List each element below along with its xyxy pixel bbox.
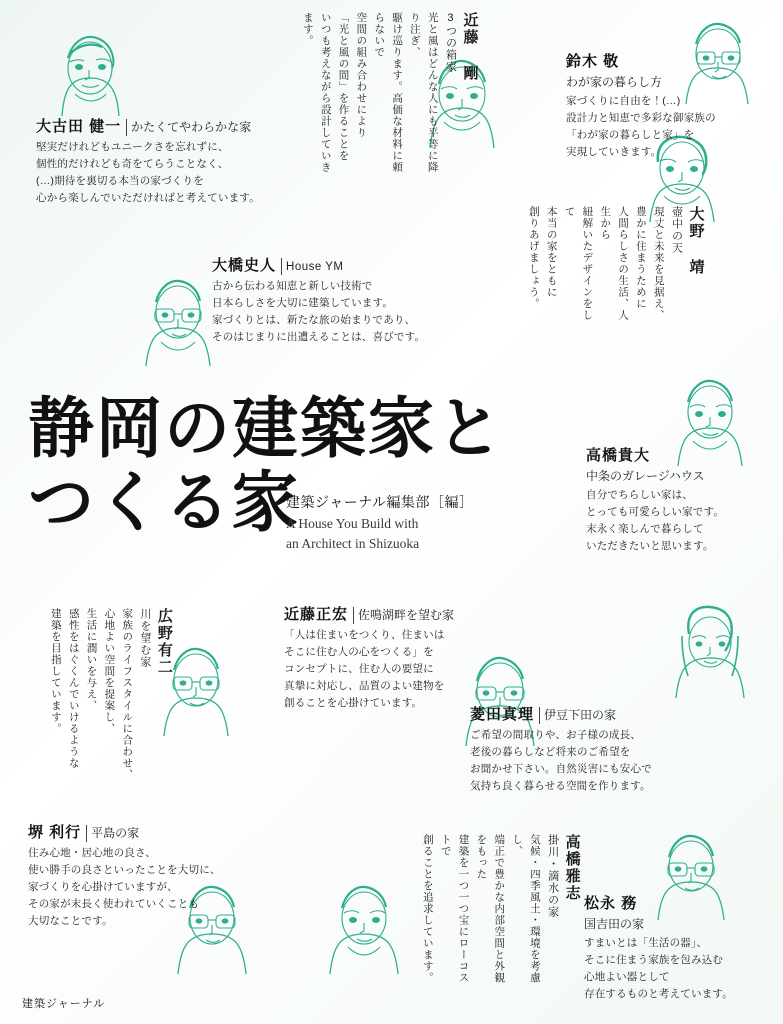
architect-name-row	[36, 118, 260, 136]
architect-card-sakai	[28, 824, 221, 930]
architect-name-row	[470, 706, 652, 724]
architect-card-suzuki	[566, 54, 716, 161]
statement-line: 存在するものと考えています。	[584, 987, 733, 1000]
architect-work: 壺中の天	[670, 206, 683, 254]
architect-statement	[470, 727, 652, 795]
architect-name: 大古田 健一	[36, 119, 127, 136]
architect-work: 掛川・滴水の家	[546, 834, 559, 918]
architect-work: かたくてやわらかな家	[131, 120, 252, 134]
statement-line: そこに住まう家族を包み込む	[584, 953, 724, 966]
statement-line: 老後の暮らしなど将来のご希望を	[470, 745, 631, 758]
statement-line: 設計力と知恵で多彩な御家族の	[566, 111, 716, 124]
architect-work: 3つの箱家	[444, 12, 457, 73]
statement-line: 堅実だけれどもユニークさを忘れずに、	[36, 140, 229, 153]
statement-line: 現丈と未来を見据え、	[652, 206, 665, 321]
statement-line: 心地よい空間を提案し、	[103, 608, 116, 735]
architect-name: 松永 務	[584, 895, 638, 912]
statement-line: 家づくりに自由を！(…)	[566, 94, 681, 107]
statement-line: そのはじまりに出遭えることは、喜びです。	[212, 330, 426, 343]
statement-line: (…)期待を裏切る本当の家づくりを	[36, 174, 204, 187]
architect-name: 近藤正宏	[284, 607, 354, 624]
architect-name-row	[28, 824, 221, 842]
architect-statement	[584, 935, 733, 1003]
statement-line: 空間の組み合わせにより	[355, 12, 368, 139]
footer-divider	[0, 986, 783, 987]
subtitle-line-2: an Architect in Shizuoka	[286, 536, 420, 552]
architect-work: 平島の家	[91, 826, 140, 840]
architect-name: 鈴木 敬	[566, 53, 620, 70]
statement-line: 「光と風の間」を作ることを	[337, 12, 350, 162]
statement-line: 心から楽しんでいただければと考えています。	[36, 191, 260, 204]
architect-statement	[566, 93, 716, 161]
statement-line: 人間らしさの生活、人生から	[599, 206, 630, 321]
portrait-takahashi-masashi	[318, 876, 412, 976]
statement-line: 心地よい器として	[584, 970, 670, 983]
statement-line: 大切なことです。	[28, 914, 113, 927]
architect-name: 菱田真理	[470, 707, 540, 724]
subtitle-line-1: A House You Build with	[286, 516, 419, 531]
architect-statement	[586, 487, 724, 555]
architect-work: 佐鳴湖畔を望む家	[358, 608, 455, 622]
architect-name: 近藤 剛	[461, 12, 479, 82]
statement-line: 感性をはぐくんでいけるような	[67, 608, 80, 769]
statement-line: ご希望の間取りや、お子様の成長、	[470, 728, 641, 741]
architect-work: わが家の暮らし方	[566, 74, 663, 89]
statement-line: 古から伝わる知恵と新しい技術で	[212, 279, 373, 292]
architect-work: House YM	[286, 261, 344, 273]
statement-line: 創りあげましょう。	[527, 206, 540, 310]
architect-card-kondo-takeshi	[298, 12, 480, 180]
statement-line: 建築を目指しています。	[49, 608, 62, 735]
architect-card-kondo-masahiro	[284, 606, 454, 712]
architect-card-takahashi-takahiro	[586, 448, 724, 555]
architect-name-row	[212, 258, 425, 275]
architect-name: 高橋貴大	[586, 447, 651, 464]
architect-card-ohashi	[212, 258, 425, 346]
title-line-2: つくる家	[28, 462, 300, 541]
statement-line: 豊かに住まうために	[634, 206, 647, 310]
statement-line: 家族のライフスタイルに合わせ、	[121, 608, 134, 781]
statement-line: 気持ち良く暮らせる空間を作ります。	[470, 779, 651, 792]
statement-line: すまいとは「生活の器」、	[584, 936, 708, 949]
statement-line: とっても可愛らしい家です。	[586, 505, 725, 518]
portrait-hishida-mari	[664, 600, 758, 700]
statement-line: 実現していきます。	[566, 145, 662, 158]
statement-line: 「人は住まいをつくり、住まいは	[284, 628, 445, 641]
architect-card-okoda	[36, 118, 260, 207]
statement-line: 紐解いたデザインをして	[563, 206, 594, 321]
title-line-1: 静岡の建築家と	[28, 389, 504, 467]
architect-name: 大野 靖	[687, 206, 705, 276]
architect-name: 高橋雅志	[563, 834, 581, 902]
statement-line: 本当の家をともに	[545, 206, 558, 298]
statement-line: 自分でちらしい家は、	[586, 488, 693, 501]
architect-card-hirono	[46, 608, 175, 784]
statement-line: お聞かせ下さい。自然災害にも安心で	[470, 762, 652, 775]
architect-name-row	[566, 54, 716, 71]
architect-name-row	[584, 896, 733, 913]
statement-line: 端正で豊かな内部空間と外観をもった	[475, 834, 506, 984]
subtitle-english	[286, 514, 419, 555]
architect-name-row	[586, 448, 724, 465]
architect-work: 伊豆下田の家	[544, 708, 617, 722]
statement-line: 家づくりを心掛けていますが、	[28, 880, 178, 893]
statement-line: 個性的だけれども奇をてらうことなく、	[36, 157, 229, 170]
statement-line: 真摯に対応し、品質のよい建物を	[284, 679, 445, 692]
statement-line: その家が末長く使われていくことも	[28, 897, 200, 910]
architect-name: 広野有二	[155, 608, 173, 676]
architect-work: 国吉田の家	[584, 916, 645, 931]
architect-card-takahashi-masashi	[418, 834, 583, 994]
architect-work: 中条のガレージハウス	[586, 468, 705, 483]
statement-line: 使い勝手の良さといったことを大切に、	[28, 863, 221, 876]
statement-line: コンセプトに、住む人の要望に	[284, 662, 434, 675]
statement-line: 気候・四季風土・環境を考慮し、	[511, 834, 541, 984]
statement-line: 家づくりとは、新たな旅の始まりであり、	[212, 313, 416, 326]
statement-line: いつも考えながら設計していきます。	[301, 12, 332, 173]
statement-line: そこに住む人の心をつくる」を	[284, 645, 434, 658]
statement-line: 生活に潤いを与え、	[85, 608, 98, 712]
architect-statement	[284, 627, 454, 712]
statement-line: 「わが家の暮らしと家」を	[566, 128, 695, 141]
statement-line: 創ることを心掛けています。	[284, 696, 423, 709]
statement-line: 住み心地・居心地の良さ、	[28, 846, 156, 859]
statement-line: 日本らしさを大切に建築しています。	[212, 296, 394, 309]
architect-work: 川を望む家	[138, 608, 151, 668]
architect-card-hishida	[470, 706, 652, 795]
architect-card-ono	[524, 206, 706, 326]
architect-statement	[212, 278, 425, 346]
architect-statement	[28, 845, 221, 930]
statement-line: 創ることを追求しています。	[421, 834, 434, 984]
editor-credit: 建築ジャーナル編集部［編］	[286, 494, 474, 510]
architect-name: 堺 利行	[28, 825, 87, 842]
architect-statement	[36, 139, 260, 207]
portrait-okoda-kenichi	[42, 28, 140, 124]
architect-name-row	[284, 606, 454, 624]
publisher-name: 建築ジャーナル	[22, 998, 106, 1010]
statement-line: 光と風はどんな人にも平等に降り注ぎ、	[408, 12, 439, 173]
statement-line: いただきたいと思います。	[586, 539, 714, 552]
statement-line: 末永く楽しんで暮らして	[586, 522, 704, 535]
architect-name: 大橋史人	[212, 258, 282, 275]
statement-line: 駆け巡ります。高価な材料に頼らないで	[373, 12, 404, 173]
statement-line: 建築を一つ一つ宝にローコストで	[439, 834, 470, 984]
